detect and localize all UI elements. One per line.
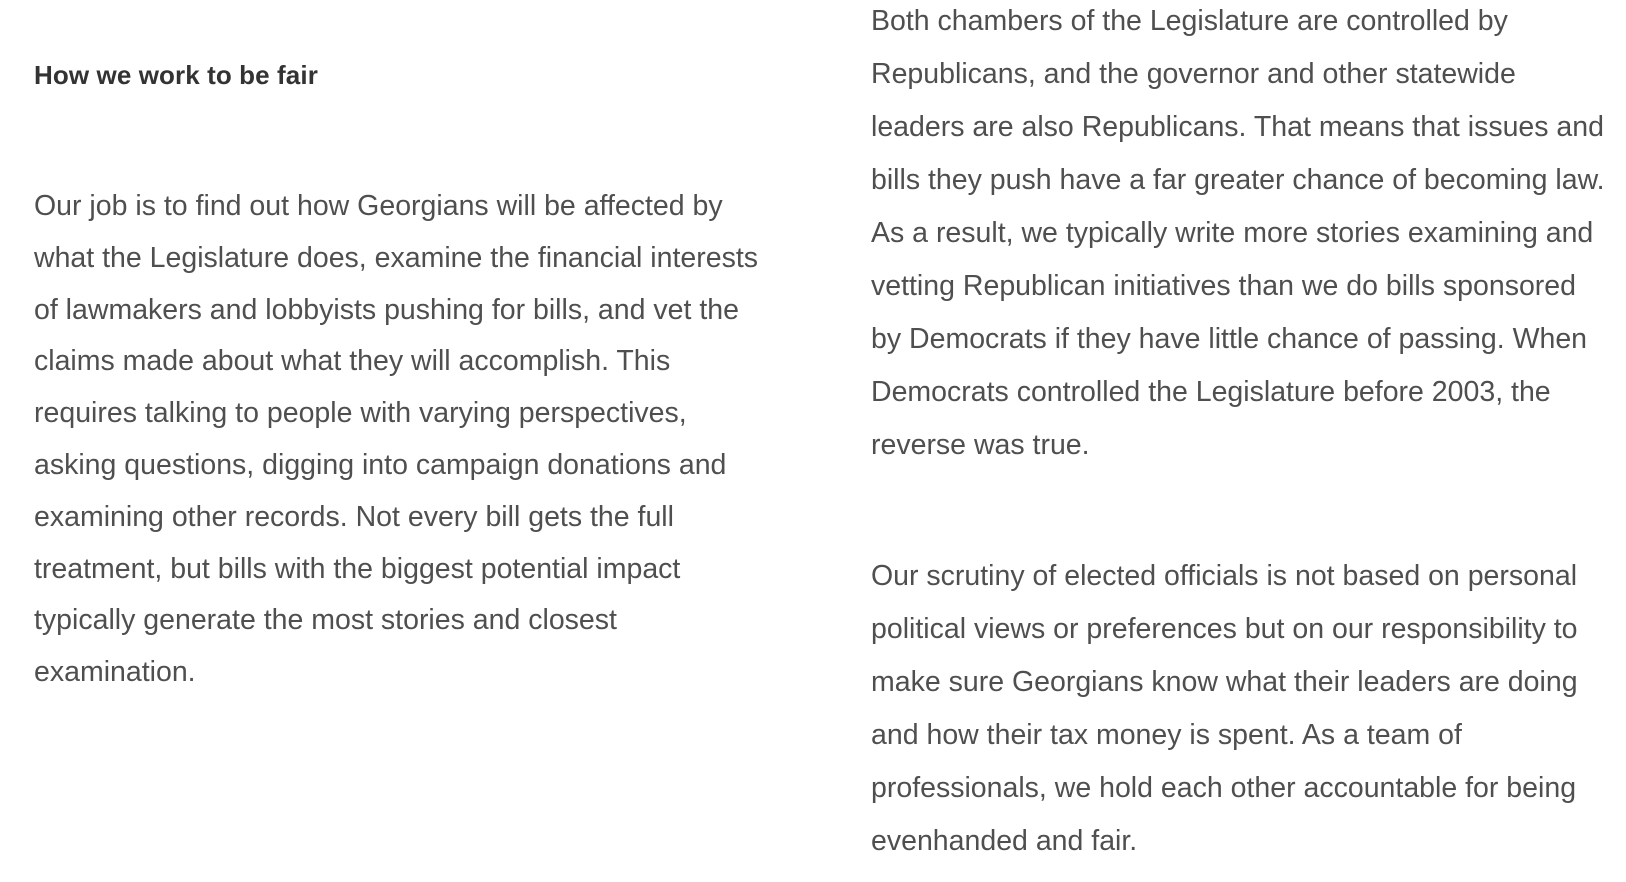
body-paragraph-scrutiny: Our scrutiny of elected officials is not based on personal political views or preferences but on our responsibility to make sure Georgians know what their leaders are doing and how their tax money is spent. As a team of professionals, we hold each other accountable for being evenhanded and fair.: [871, 560, 1578, 857]
body-paragraph-legislature-control: Both chambers of the Legislature are controlled by Republicans, and the governor and other statewide leaders are also Republicans. That means that issues and bills they push have a far greater chance of becoming law. As a result, we typically write more stories examining and vetting Republican initiatives than we do bills sponsored by Democrats if they have little chance of passing. When Democrats controlled the Legislature before 2003, the reverse was true.: [871, 5, 1605, 461]
body-paragraph-job: Our job is to find out how Georgians will be affected by what the Legislature does, examine the financial interests of lawmakers and lobbyists pushing for bills, and vet the claims made about what they will accomplish. This requires talking to people with varying perspectives, asking questions, digging into campaign donations and examining other records. Not every bill gets the full treatment, but bills with the biggest potential impact typically generate the most stories and closest examination.: [34, 190, 759, 689]
section-heading: How we work to be fair: [34, 60, 318, 90]
